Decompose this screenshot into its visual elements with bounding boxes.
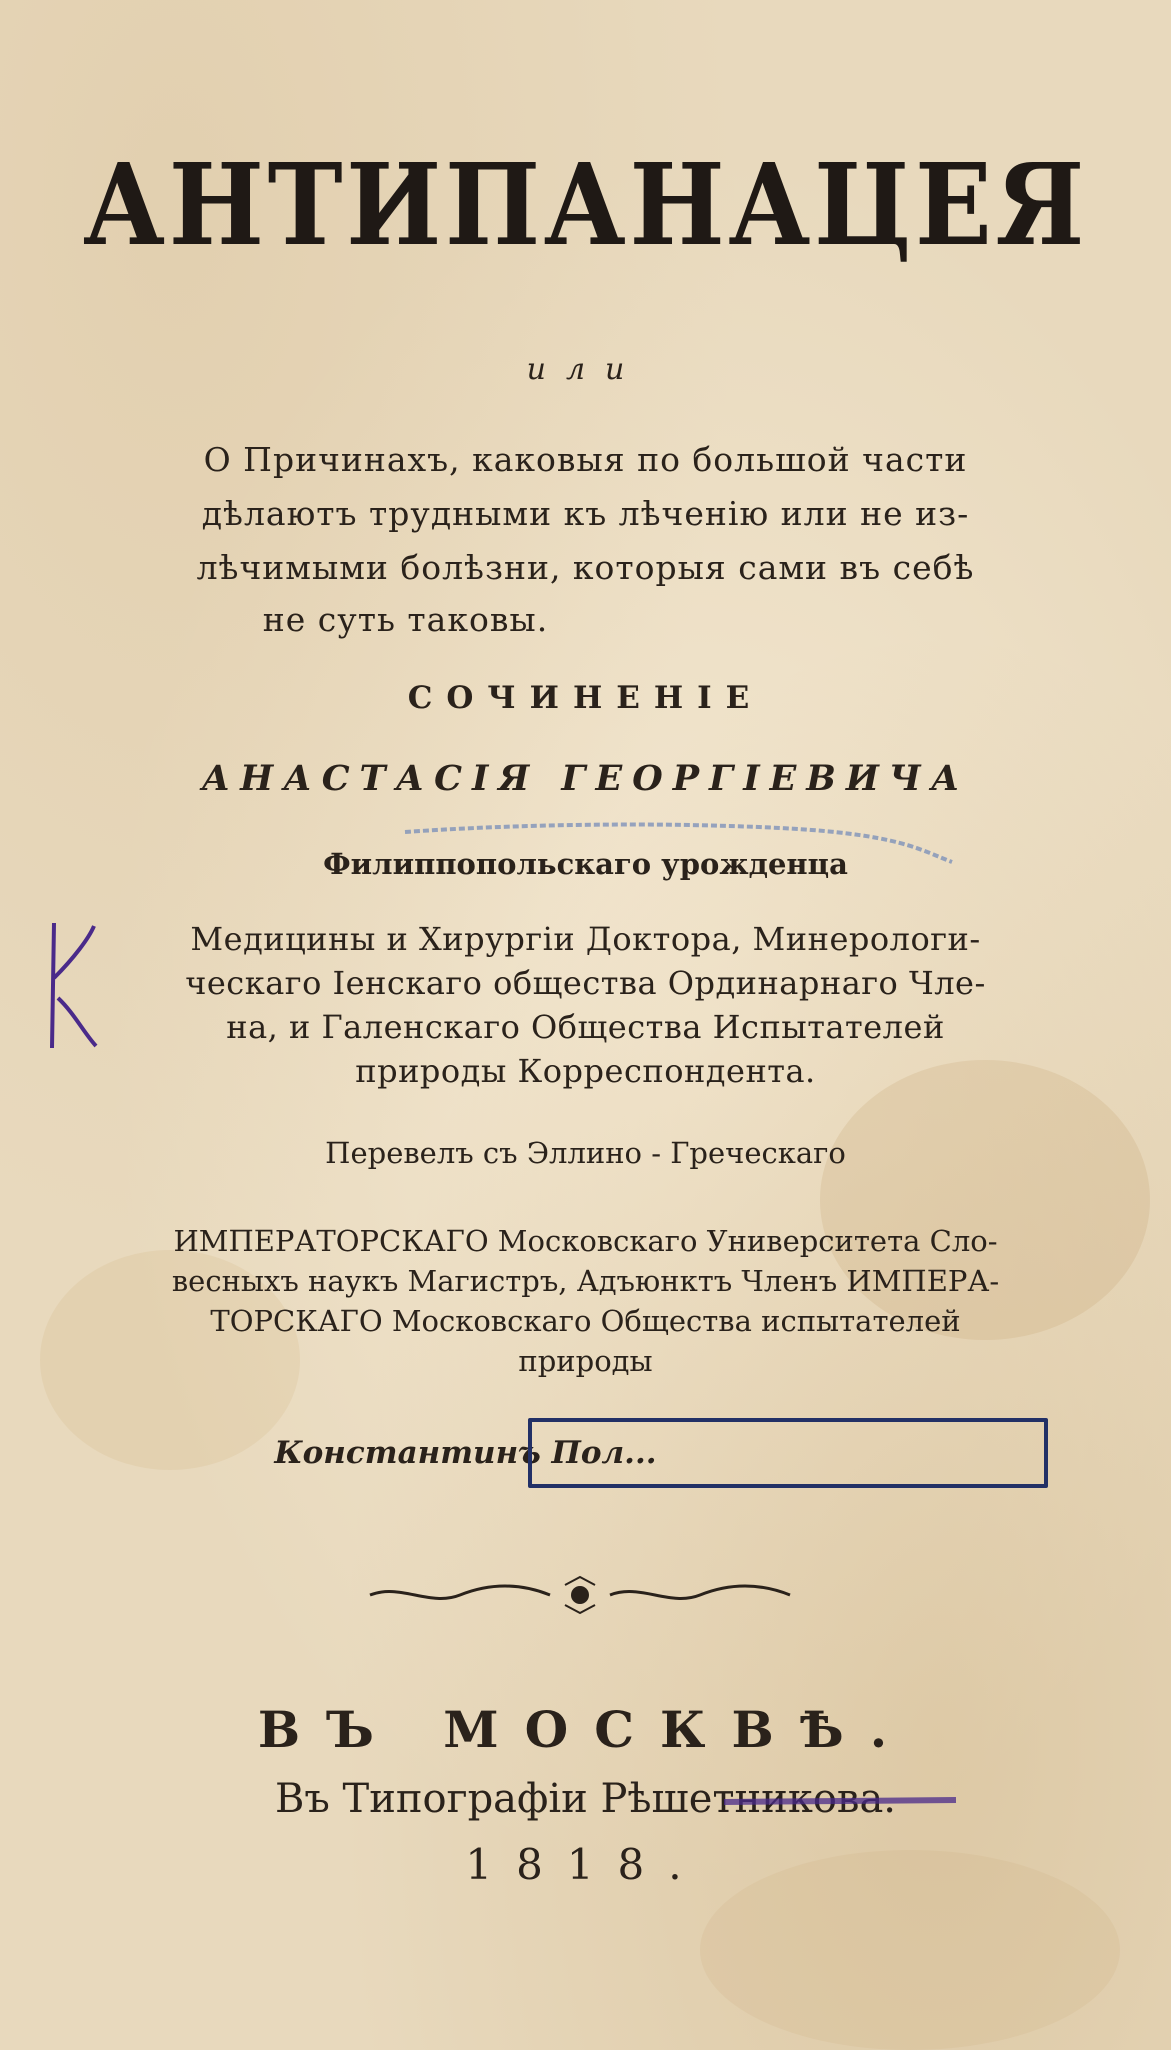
translator-name: Константинъ Пол... — [274, 1435, 657, 1471]
translator-title-line-4: природы — [518, 1344, 653, 1378]
subtitle-line-2: дѣлаютъ трудными къ лѣченію или не из- — [201, 494, 970, 533]
author-name: АНАСТАСІЯ ГЕОРГІЕВИЧА — [201, 758, 970, 799]
conjunction: или — [526, 352, 645, 387]
translator-title-line-1: ИМПЕРАТОРСКАГО Московскаго Университета Сло- — [173, 1224, 998, 1258]
subtitle-line-4: не суть таковы. — [262, 600, 549, 639]
paper-stain — [820, 1060, 1150, 1340]
credentials-line-1: Медицины и Хирургіи Доктора, Минерологи- — [190, 920, 981, 958]
credentials-line-3: на, и Галенскаго Общества Испытателей — [226, 1008, 945, 1046]
printing-house: Въ Типографіи Рѣшетникова. — [274, 1776, 897, 1822]
translated-from: Перевелъ съ Эллино - Греческаго — [325, 1136, 846, 1170]
city: ВЪ МОСКВѢ. — [257, 1700, 914, 1759]
handwritten-mark — [44, 918, 104, 1058]
subtitle-line-1: О Причинахъ, каковыя по большой части — [203, 440, 968, 479]
translator-title-line-2: весныхъ наукъ Магистръ, Адъюнктъ Членъ ИМПЕРА- — [171, 1264, 1000, 1298]
ink-strike — [720, 1788, 960, 1818]
credentials-line-2: ческаго Іенскаго общества Ординарнаго Чле- — [185, 964, 986, 1002]
library-stamp — [528, 1418, 1048, 1488]
translator-title-line-3: ТОРСКАГО Московскаго Общества испытателей — [210, 1304, 961, 1338]
author-origin: Филиппопольскаго урожденца — [323, 847, 848, 881]
book-title: АНТИПАНАЦЕЯ — [83, 140, 1088, 271]
credentials-line-4: природы Корреспондента. — [355, 1052, 816, 1090]
subtitle-line-3: лѣчимыми болѣзни, которыя сами въ себѣ — [196, 548, 975, 587]
ornament-divider — [360, 1575, 800, 1615]
publication-year: 1818. — [465, 1840, 706, 1889]
work-label: СОЧИНЕНІЕ — [407, 680, 764, 716]
